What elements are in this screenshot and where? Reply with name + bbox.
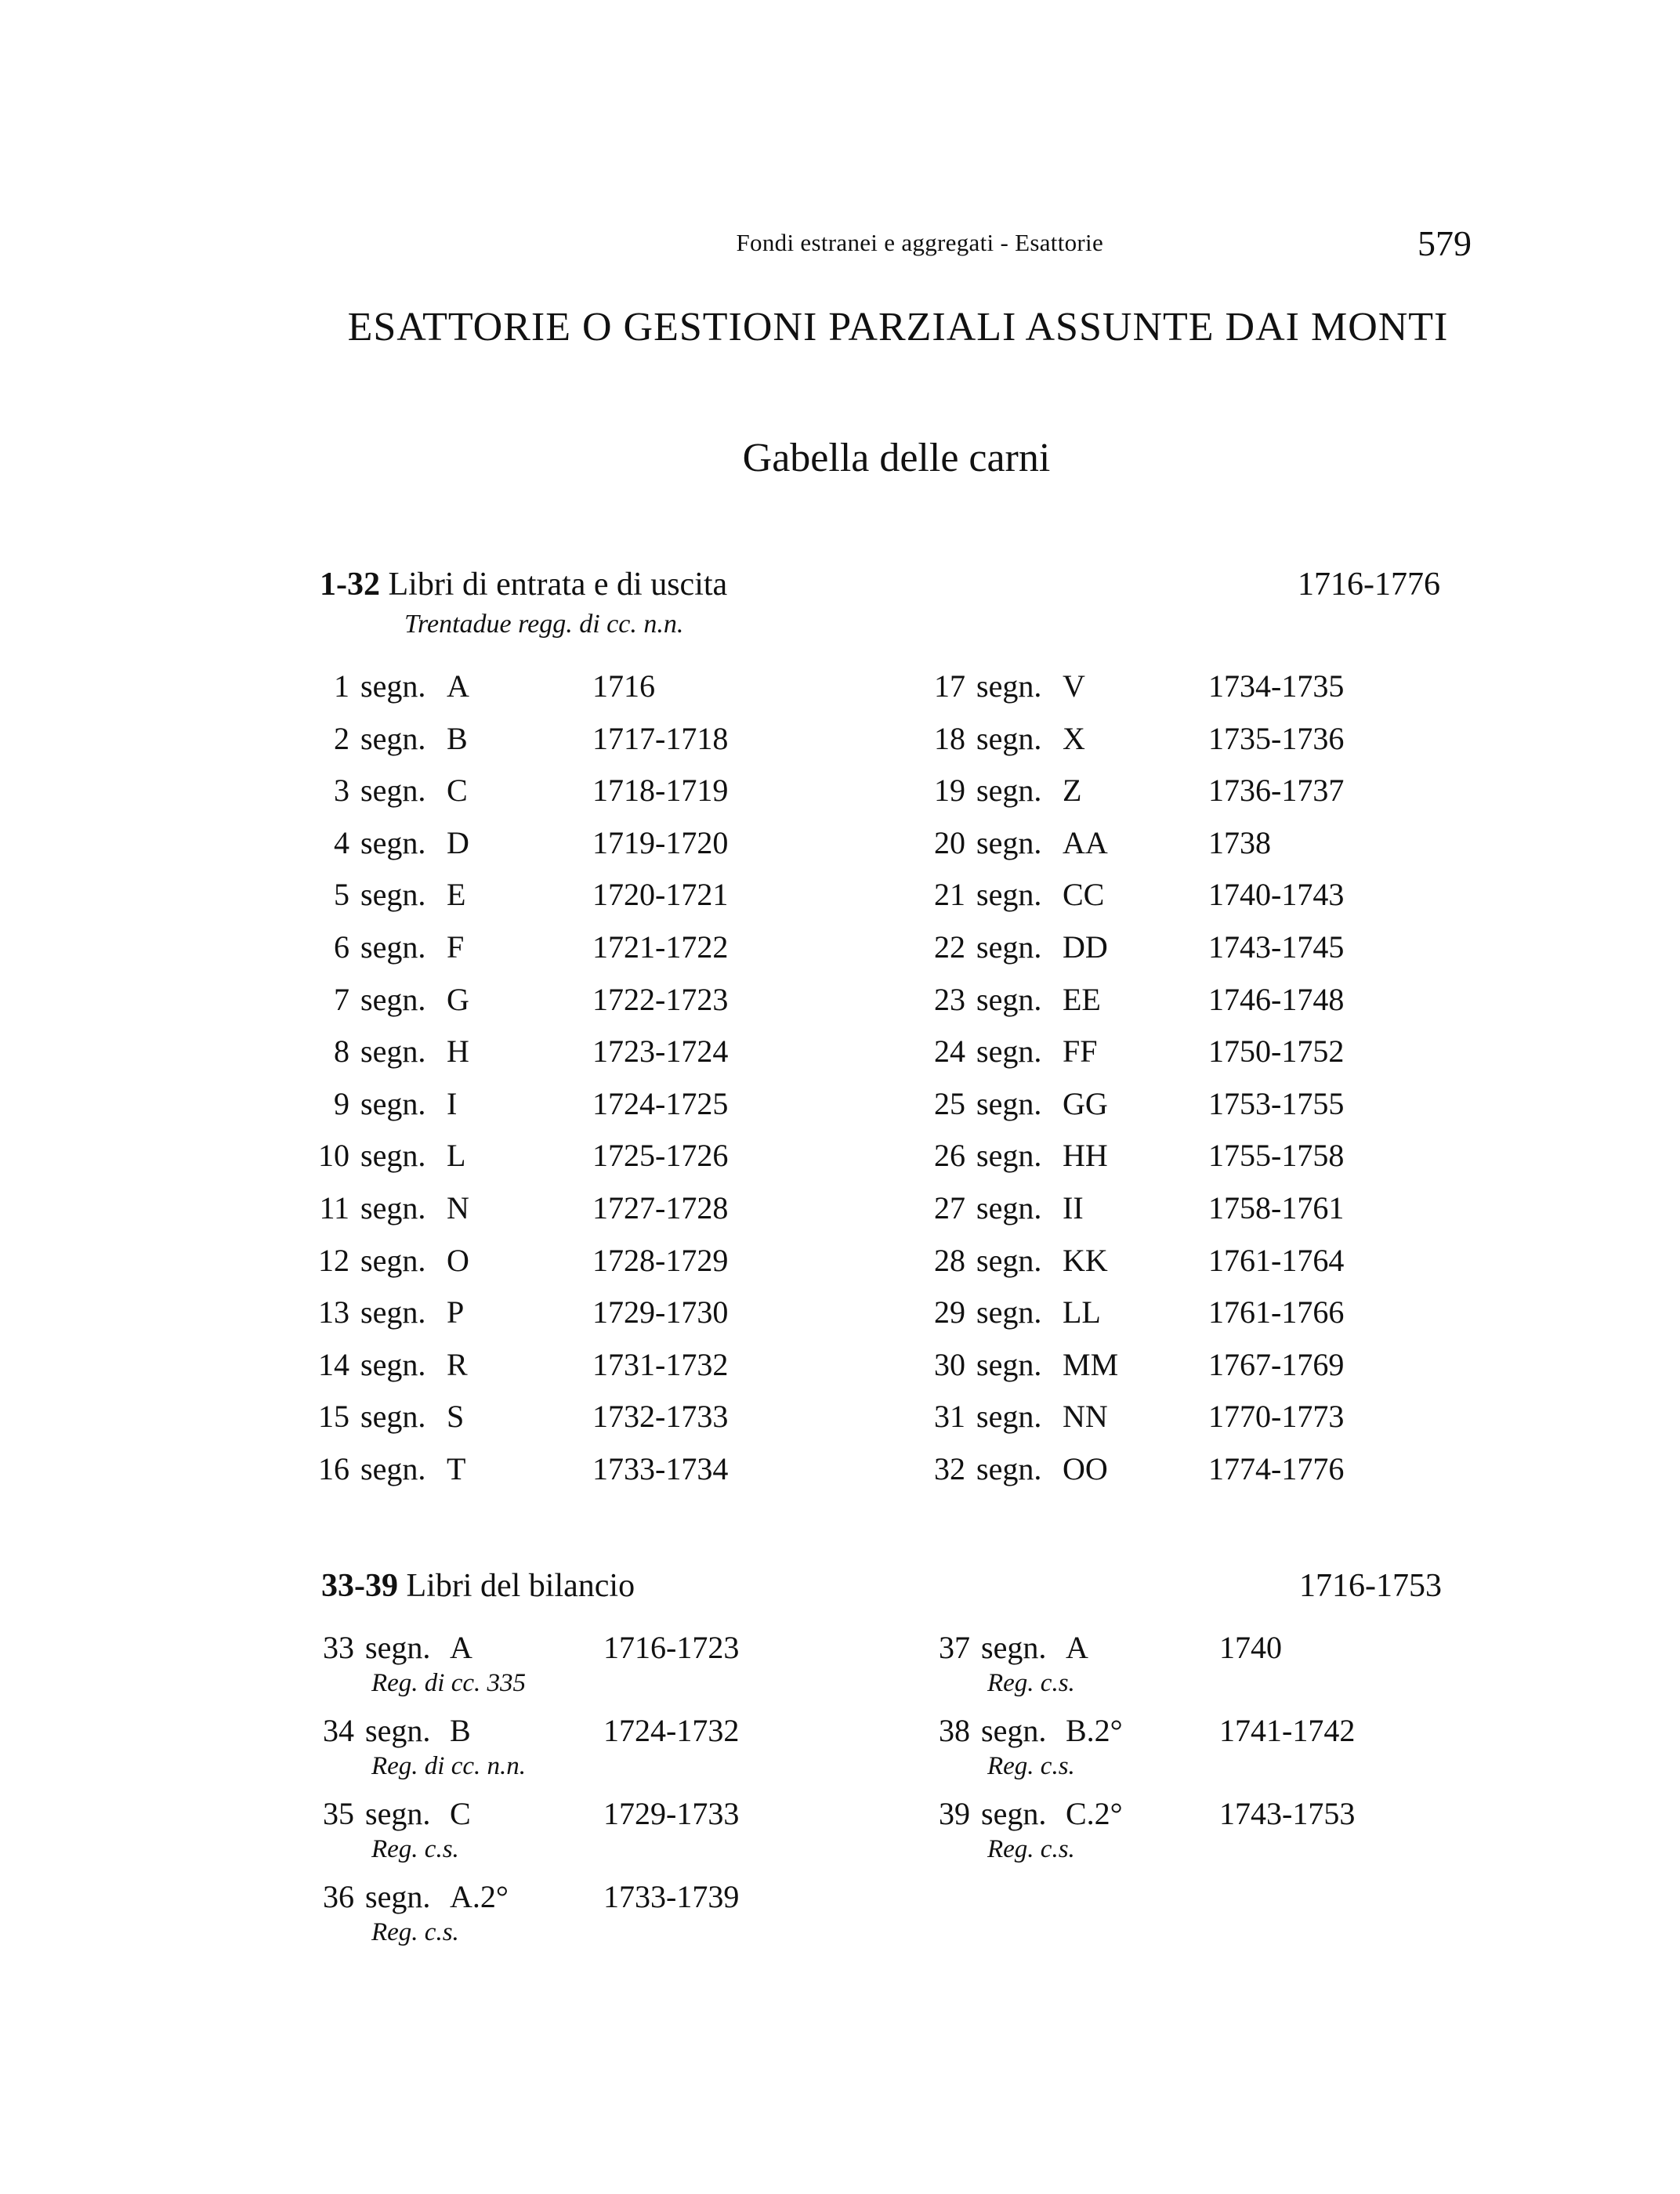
item-number: 6: [334, 929, 349, 965]
item-number: 21: [934, 877, 965, 913]
item-number: 20: [934, 824, 965, 860]
item-segnatura-label: segn.: [976, 668, 1042, 704]
item-dates: 1733-1739: [603, 1879, 740, 1914]
series1-left-list: [317, 664, 787, 1503]
item-segnatura-label: segn.: [976, 1034, 1042, 1070]
list-item: [317, 1186, 787, 1230]
item-line: [937, 1628, 1407, 1667]
item-number: 32: [934, 1451, 965, 1486]
item-segnatura-label: segn.: [976, 720, 1042, 756]
item-number: 29: [934, 1294, 965, 1331]
item-mark: A.2°: [450, 1879, 509, 1914]
item-dates: 1720-1721: [592, 877, 729, 913]
item-segnatura-label: segn.: [360, 1346, 426, 1382]
item-dates: 1723-1724: [592, 1034, 729, 1070]
item-number: 8: [334, 1034, 349, 1070]
series-heading: [320, 566, 727, 603]
list-item: [937, 1628, 1407, 1707]
list-item: [317, 1291, 787, 1334]
item-mark: I: [447, 1085, 458, 1121]
item-dates: 1761-1764: [1208, 1242, 1345, 1278]
item-segnatura-label: segn.: [976, 824, 1042, 860]
item-number: 10: [318, 1138, 349, 1174]
item-number: 36: [323, 1879, 354, 1914]
list-item: [932, 1082, 1403, 1126]
item-number: 5: [334, 877, 349, 913]
item-number: 27: [934, 1190, 965, 1226]
item-dates: 1721-1722: [592, 929, 729, 965]
item-number: 13: [318, 1294, 349, 1331]
item-mark: MM: [1063, 1346, 1119, 1382]
item-number: 31: [934, 1399, 965, 1435]
item-dates: 1743-1745: [1208, 929, 1345, 965]
item-mark: T: [447, 1451, 466, 1486]
item-segnatura-label: segn.: [976, 1085, 1042, 1121]
item-dates: 1719-1720: [592, 824, 729, 860]
item-line: [321, 1794, 791, 1834]
list-item: [317, 717, 787, 761]
item-dates: 1770-1773: [1208, 1399, 1345, 1435]
item-segnatura-label: segn.: [365, 1713, 431, 1748]
item-mark: A: [447, 668, 469, 704]
series-range: 33-39: [321, 1568, 398, 1604]
list-item: [932, 1239, 1403, 1283]
item-mark: B: [450, 1713, 471, 1748]
list-item: [321, 1711, 791, 1790]
section-title: Gabella delle carni: [742, 436, 1051, 480]
series1-right-list: [932, 664, 1403, 1503]
item-dates: 1736-1737: [1208, 773, 1345, 809]
item-mark: C: [447, 773, 468, 809]
item-segnatura-label: segn.: [976, 1451, 1042, 1486]
list-item: [317, 925, 787, 969]
list-item: [317, 1343, 787, 1387]
item-dates: 1735-1736: [1208, 720, 1345, 756]
list-item: [317, 1447, 787, 1491]
item-segnatura-label: segn.: [360, 1399, 426, 1435]
item-number: 26: [934, 1138, 965, 1174]
item-mark: P: [447, 1294, 465, 1331]
item-number: 37: [939, 1630, 970, 1665]
item-dates: 1774-1776: [1208, 1451, 1345, 1486]
item-segnatura-label: segn.: [976, 1399, 1042, 1435]
item-dates: 1740: [1219, 1630, 1282, 1665]
item-dates: 1741-1742: [1219, 1713, 1356, 1748]
item-number: 14: [318, 1346, 349, 1382]
item-mark: V: [1063, 668, 1085, 704]
list-item: [932, 873, 1403, 917]
item-mark: E: [447, 877, 466, 913]
item-mark: L: [447, 1138, 466, 1174]
item-segnatura-label: segn.: [976, 773, 1042, 809]
list-item: [317, 978, 787, 1022]
item-number: 12: [318, 1242, 349, 1278]
item-mark: G: [447, 981, 469, 1017]
item-mark: C.2°: [1066, 1796, 1123, 1831]
item-description: Reg. c.s.: [987, 1669, 1075, 1697]
item-segnatura-label: segn.: [360, 981, 426, 1017]
item-segnatura-label: segn.: [360, 1085, 426, 1121]
item-dates: 1743-1753: [1219, 1796, 1356, 1831]
list-item: [937, 1711, 1407, 1790]
item-number: 17: [934, 668, 965, 704]
item-segnatura-label: segn.: [976, 1190, 1042, 1226]
item-mark: LL: [1063, 1294, 1101, 1331]
item-number: 1: [334, 668, 349, 704]
item-mark: O: [447, 1242, 469, 1278]
item-number: 33: [323, 1630, 354, 1665]
item-mark: KK: [1063, 1242, 1108, 1278]
series-dates: 1716-1753: [1299, 1568, 1442, 1604]
item-line: [321, 1711, 791, 1750]
item-mark: HH: [1063, 1138, 1108, 1174]
item-dates: 1731-1732: [592, 1346, 729, 1382]
item-number: 35: [323, 1796, 354, 1831]
main-title: ESATTORIE O GESTIONI PARZIALI ASSUNTE DAI MONTI: [347, 305, 1449, 349]
item-segnatura-label: segn.: [360, 877, 426, 913]
item-mark: EE: [1063, 981, 1101, 1017]
item-dates: 1767-1769: [1208, 1346, 1345, 1382]
item-dates: 1729-1733: [603, 1796, 740, 1831]
item-number: 38: [939, 1713, 970, 1748]
list-item: [937, 1794, 1407, 1873]
item-segnatura-label: segn.: [976, 1138, 1042, 1174]
item-segnatura-label: segn.: [365, 1879, 431, 1914]
item-description: Reg. di cc. n.n.: [371, 1752, 527, 1780]
list-item: [317, 873, 787, 917]
item-segnatura-label: segn.: [360, 1034, 426, 1070]
item-segnatura-label: segn.: [976, 1242, 1042, 1278]
item-dates: 1758-1761: [1208, 1190, 1345, 1226]
item-segnatura-label: segn.: [976, 929, 1042, 965]
list-item: [317, 821, 787, 865]
item-dates: 1732-1733: [592, 1399, 729, 1435]
item-number: 11: [319, 1190, 349, 1226]
item-segnatura-label: segn.: [360, 824, 426, 860]
item-mark: S: [447, 1399, 465, 1435]
item-segnatura-label: segn.: [360, 1294, 426, 1331]
item-segnatura-label: segn.: [981, 1796, 1047, 1831]
item-segnatura-label: segn.: [976, 1294, 1042, 1331]
item-number: 34: [323, 1713, 354, 1748]
item-dates: 1725-1726: [592, 1138, 729, 1174]
item-dates: 1755-1758: [1208, 1138, 1345, 1174]
item-segnatura-label: segn.: [365, 1796, 431, 1831]
item-dates: 1724-1732: [603, 1713, 740, 1748]
item-mark: OO: [1063, 1451, 1108, 1486]
item-segnatura-label: segn.: [360, 1451, 426, 1486]
list-item: [321, 1877, 791, 1956]
list-item: [317, 769, 787, 813]
item-dates: 1746-1748: [1208, 981, 1345, 1017]
item-number: 39: [939, 1796, 970, 1831]
item-description: Reg. c.s.: [371, 1918, 459, 1946]
item-dates: 1728-1729: [592, 1242, 729, 1278]
item-line: [321, 1877, 791, 1917]
list-item: [932, 769, 1403, 813]
series-dates: 1716-1776: [1298, 567, 1440, 603]
item-number: 28: [934, 1242, 965, 1278]
list-item: [932, 821, 1403, 865]
item-mark: C: [450, 1796, 471, 1831]
item-mark: B.2°: [1066, 1713, 1123, 1748]
list-item: [317, 1134, 787, 1178]
item-segnatura-label: segn.: [360, 1242, 426, 1278]
series-range: 1-32: [320, 567, 380, 603]
item-number: 16: [318, 1451, 349, 1486]
series-title: Libri di entrata e di uscita: [388, 567, 728, 603]
item-number: 22: [934, 929, 965, 965]
item-dates: 1733-1734: [592, 1451, 729, 1486]
item-segnatura-label: segn.: [360, 720, 426, 756]
item-mark: CC: [1063, 877, 1105, 913]
item-segnatura-label: segn.: [981, 1713, 1047, 1748]
item-dates: 1724-1725: [592, 1085, 729, 1121]
item-number: 30: [934, 1346, 965, 1382]
item-line: [937, 1711, 1407, 1750]
item-dates: 1718-1719: [592, 773, 729, 809]
list-item: [932, 1291, 1403, 1334]
item-description: Reg. c.s.: [987, 1752, 1075, 1780]
item-mark: D: [447, 824, 469, 860]
series-description: Trentadue regg. di cc. n.n.: [404, 610, 684, 639]
item-segnatura-label: segn.: [365, 1630, 431, 1665]
item-mark: R: [447, 1346, 468, 1382]
list-item: [932, 664, 1403, 708]
list-item: [317, 1395, 787, 1439]
item-number: 18: [934, 720, 965, 756]
item-dates: 1750-1752: [1208, 1034, 1345, 1070]
item-mark: Z: [1063, 773, 1082, 809]
item-mark: GG: [1063, 1085, 1108, 1121]
item-dates: 1740-1743: [1208, 877, 1345, 913]
item-dates: 1729-1730: [592, 1294, 729, 1331]
list-item: [321, 1794, 791, 1873]
item-dates: 1753-1755: [1208, 1085, 1345, 1121]
item-dates: 1761-1766: [1208, 1294, 1345, 1331]
item-segnatura-label: segn.: [976, 877, 1042, 913]
item-dates: 1716-1723: [603, 1630, 740, 1665]
list-item: [932, 1186, 1403, 1230]
item-number: 25: [934, 1085, 965, 1121]
list-item: [932, 1343, 1403, 1387]
series-title: Libri del bilancio: [406, 1568, 635, 1604]
item-mark: X: [1063, 720, 1085, 756]
item-dates: 1734-1735: [1208, 668, 1345, 704]
item-mark: FF: [1063, 1034, 1098, 1070]
item-mark: AA: [1063, 824, 1108, 860]
item-dates: 1727-1728: [592, 1190, 729, 1226]
item-mark: H: [447, 1034, 469, 1070]
item-number: 7: [334, 981, 349, 1017]
list-item: [932, 978, 1403, 1022]
item-mark: F: [447, 929, 465, 965]
item-description: Reg. c.s.: [371, 1835, 459, 1863]
item-dates: 1722-1723: [592, 981, 729, 1017]
item-segnatura-label: segn.: [976, 1346, 1042, 1382]
list-item: [321, 1628, 791, 1707]
list-item: [932, 717, 1403, 761]
list-item: [317, 1239, 787, 1283]
item-mark: NN: [1063, 1399, 1108, 1435]
item-description: Reg. di cc. 335: [371, 1669, 527, 1697]
list-item: [932, 1447, 1403, 1491]
list-item: [932, 1134, 1403, 1178]
item-number: 4: [334, 824, 349, 860]
item-number: 2: [334, 720, 349, 756]
item-mark: DD: [1063, 929, 1108, 965]
item-mark: II: [1063, 1190, 1084, 1226]
item-line: [937, 1794, 1407, 1834]
series-heading: [321, 1567, 635, 1605]
list-item: [317, 1030, 787, 1073]
series2-right-list: [937, 1628, 1407, 1879]
list-item: [932, 1395, 1403, 1439]
item-segnatura-label: segn.: [976, 981, 1042, 1017]
item-mark: A: [450, 1630, 472, 1665]
item-segnatura-label: segn.: [360, 929, 426, 965]
running-head: Fondi estranei e aggregati - Esattorie: [736, 229, 1103, 256]
item-number: 24: [934, 1034, 965, 1070]
item-mark: A: [1066, 1630, 1088, 1665]
list-item: [932, 925, 1403, 969]
item-description: Reg. c.s.: [987, 1835, 1075, 1863]
item-dates: 1738: [1208, 824, 1271, 860]
item-segnatura-label: segn.: [360, 1138, 426, 1174]
item-number: 23: [934, 981, 965, 1017]
item-mark: B: [447, 720, 468, 756]
series2-left-list: [321, 1628, 791, 1957]
item-segnatura-label: segn.: [360, 1190, 426, 1226]
list-item: [317, 1082, 787, 1126]
list-item: [932, 1030, 1403, 1073]
page-number: 579: [1418, 223, 1472, 263]
item-number: 19: [934, 773, 965, 809]
item-number: 15: [318, 1399, 349, 1435]
item-line: [321, 1628, 791, 1667]
item-number: 9: [334, 1085, 349, 1121]
item-segnatura-label: segn.: [360, 773, 426, 809]
item-segnatura-label: segn.: [981, 1630, 1047, 1665]
item-number: 3: [334, 773, 349, 809]
item-segnatura-label: segn.: [360, 668, 426, 704]
list-item: [317, 664, 787, 708]
item-dates: 1717-1718: [592, 720, 729, 756]
item-mark: N: [447, 1190, 469, 1226]
item-dates: 1716: [592, 668, 655, 704]
